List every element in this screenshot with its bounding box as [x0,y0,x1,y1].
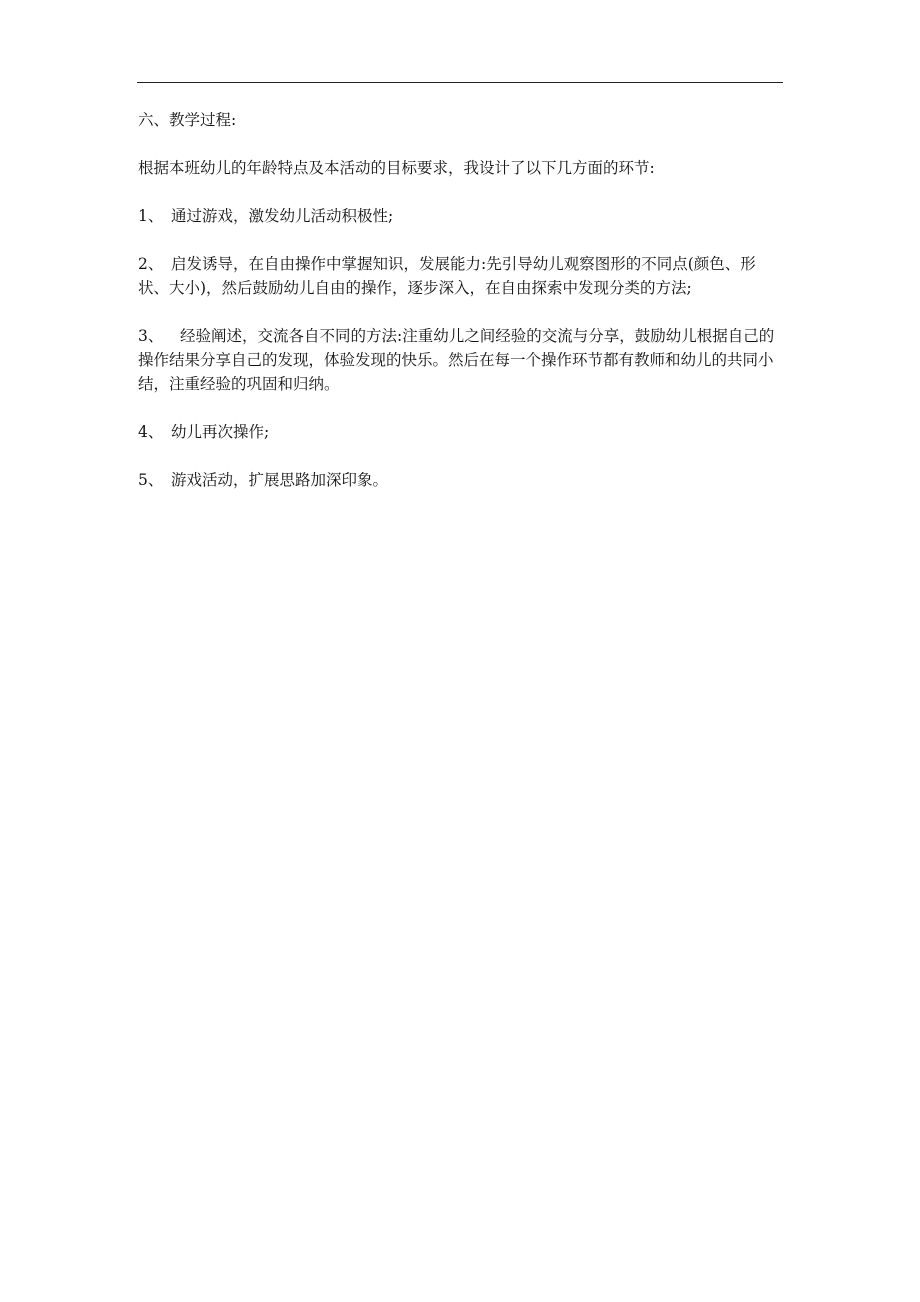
list-item-text: 通过游戏，激发幼儿活动积极性; [171,207,394,225]
list-item-number: 1、 [138,207,164,225]
list-item-number: 2、 [138,255,164,273]
header-rule [137,82,783,83]
list-item [138,324,783,396]
list-item-number: 5、 [138,471,164,489]
list-item-number: 4、 [138,423,164,441]
intro-paragraph: 根据本班幼儿的年龄特点及本活动的目标要求，我设计了以下几方面的环节: [138,159,655,177]
list-item [138,420,783,444]
list-item-text: 幼儿再次操作; [171,423,270,441]
list-item-text: 游戏活动，扩展思路加深印象。 [171,471,389,489]
list-item-number: 3、 [138,327,164,345]
section-heading: 六、教学过程: [138,111,237,129]
list-item [138,468,783,492]
document-body [138,108,783,516]
list-item-text: 经验阐述，交流各自不同的方法:注重幼儿之间经验的交流与分享，鼓励幼儿根据自己的操作结果分享自己的发现，体验发现的快乐。然后在每一个操作环节都有教师和幼儿的共同小结，注重经验的巩固和归纳。 [138,327,775,393]
list-item [138,252,783,300]
list-item [138,204,783,228]
list-item-text: 启发诱导，在自由操作中掌握知识，发展能力:先引导幼儿观察图形的不同点(颜色、形状、大小)，然后鼓励幼儿自由的操作，逐步深入，在自由探索中发现分类的方法; [138,255,756,297]
